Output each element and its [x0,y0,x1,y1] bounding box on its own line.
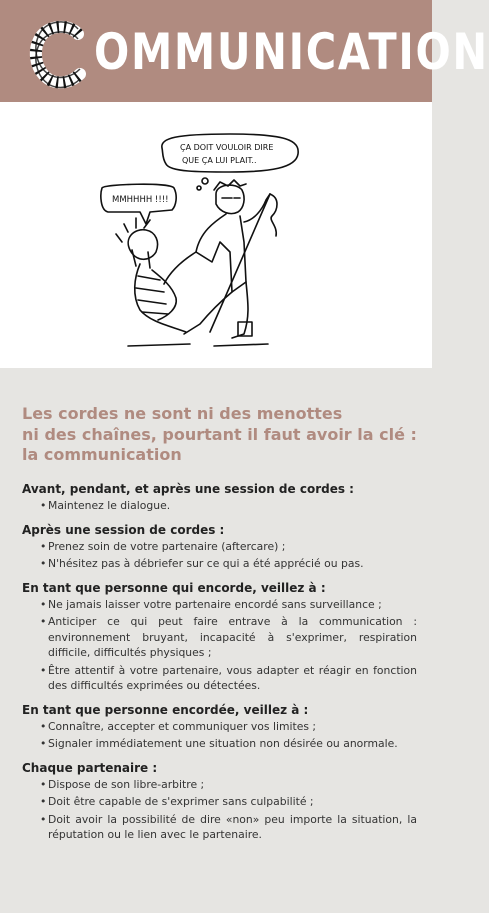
list-item: • Ne jamais laisser votre partenaire encordé sans surveillance ; [22,597,417,613]
section-rigger [22,580,417,694]
rope-letter-c-icon [28,18,88,88]
list-item: • Dispose de son libre-arbitre ; [22,777,417,793]
section-rope-bottom [22,702,417,752]
section-after-session [22,522,417,572]
section-title: Chaque partenaire : [22,760,158,775]
list-item: • N'hésitez pas à débriefer sur ce qui a été apprécié ou pas. [22,556,417,572]
intro-heading [22,404,417,466]
intro-line-3: la communication [22,445,182,464]
list-item: • Doit être capable de s'exprimer sans culpabilité ; [22,794,417,810]
comic-drawing [0,102,432,368]
list-item: • Connaître, accepter et communiquer vos limites ; [22,719,417,735]
intro-line-1: Les cordes ne sont ni des menottes [22,404,343,423]
intro-line-2: ni des chaînes, pourtant il faut avoir la clé : [22,424,417,444]
list-item: • Prenez soin de votre partenaire (aftercare) ; [22,539,417,555]
page-header [0,0,489,102]
section-title: En tant que personne qui encorde, veillez à : [22,580,326,595]
list-item: • Anticiper ce qui peut faire entrave à la communication : environnement bruyant, incapacité à s'exprimer, respiration difficile, difficultés physiques ; [22,614,417,661]
section-before-during-after [22,481,417,514]
list-item: • Maintenez le dialogue. [22,498,417,514]
sections-list [22,481,417,851]
list-item: • Être attentif à votre partenaire, vous adapter et réagir en fonction des difficultés exprimées ou détectées. [22,663,417,694]
speech-text-top-line2: QUE ÇA LUI PLAIT.. [182,156,257,165]
content-area [0,368,432,913]
section-title: Après une session de cordes : [22,522,225,537]
comic-illustration [0,102,432,368]
header-title: OMMUNICATION [94,23,489,81]
speech-text-top-line1: ÇA DOIT VOULOIR DIRE [180,143,274,152]
section-each-partner [22,760,417,843]
speech-bubble-top [162,134,298,172]
speech-text-left: MMHHHH !!!! [112,195,169,205]
list-item: • Doit avoir la possibilité de dire «non» peu importe la situation, la réputation ou le lien avec le partenaire. [22,812,417,843]
section-title: En tant que personne encordée, veillez à : [22,702,309,717]
list-item: • Signaler immédiatement une situation non désirée ou anormale. [22,736,417,752]
section-title: Avant, pendant, et après une session de cordes : [22,482,354,496]
